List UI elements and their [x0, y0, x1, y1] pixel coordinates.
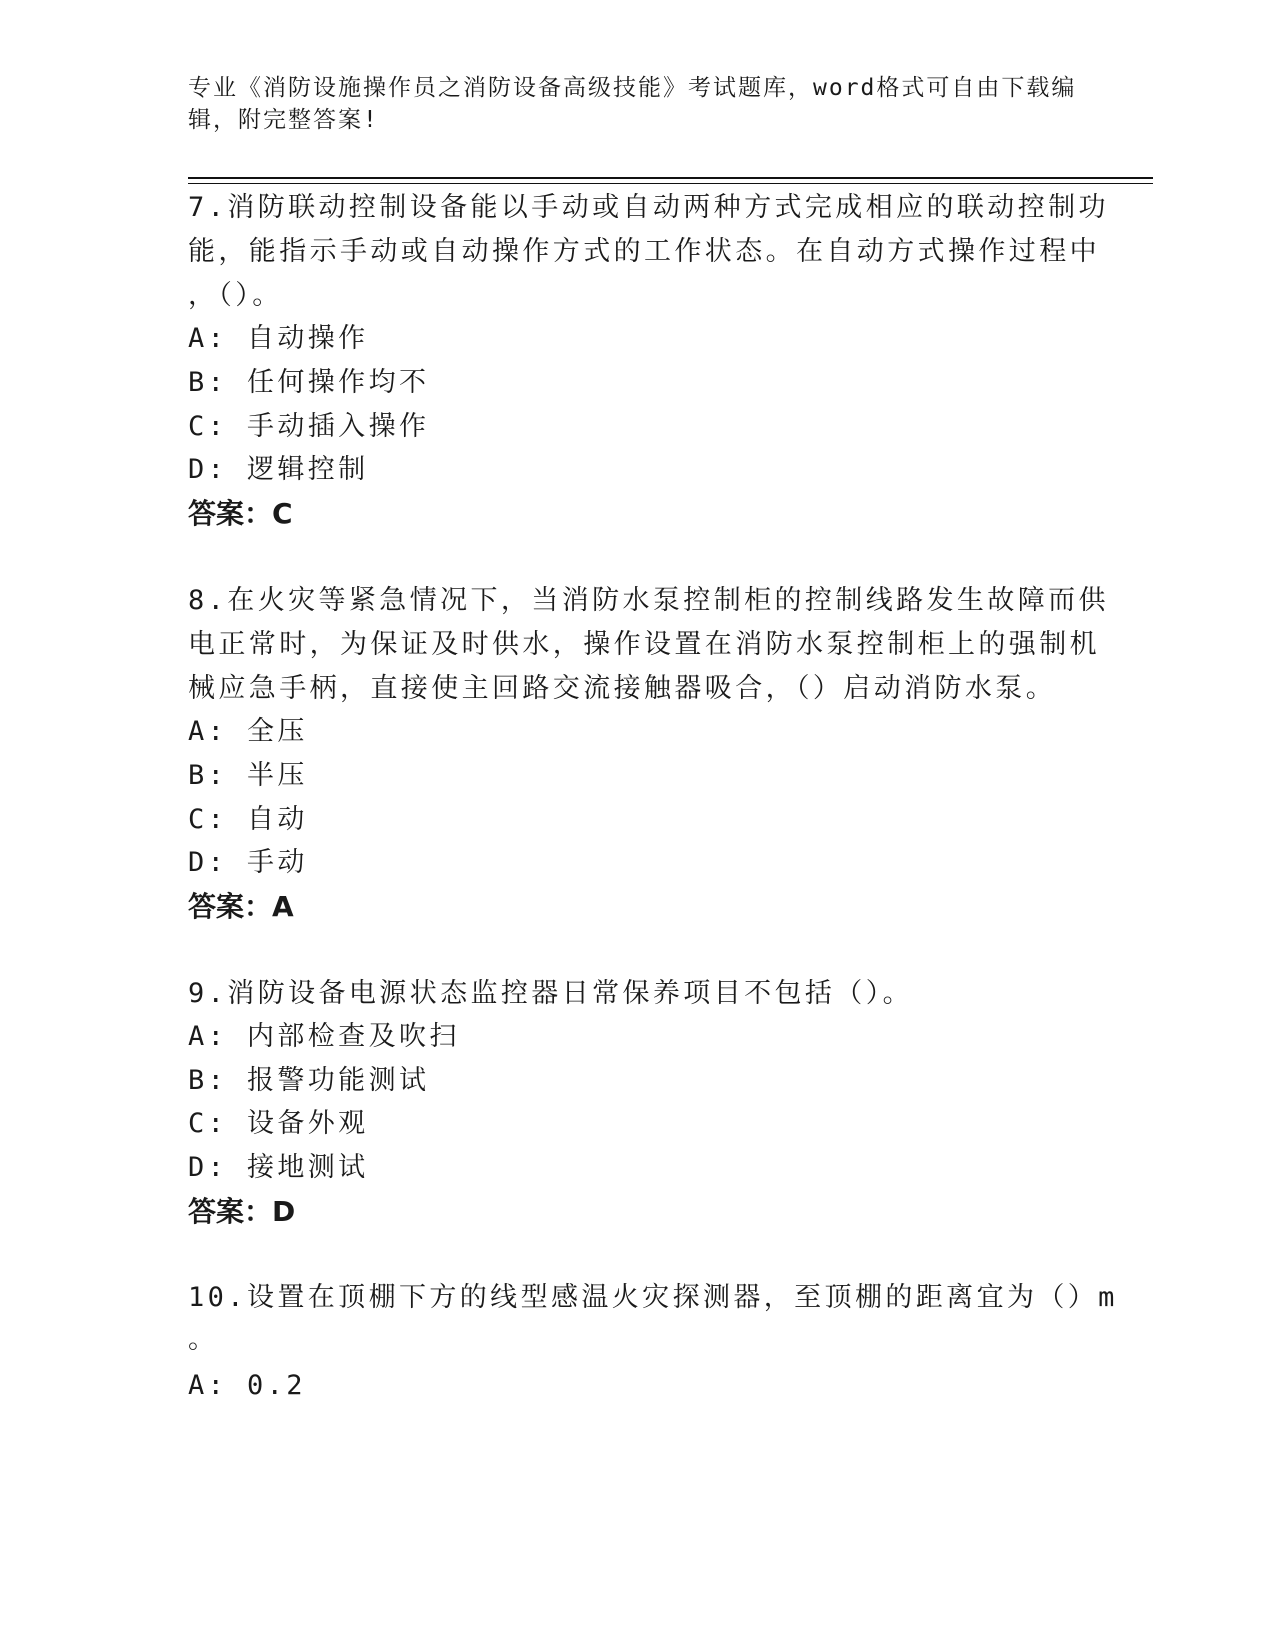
question-stem-line: 械应急手柄，直接使主回路交流接触器吸合，（）启动消防水泵。 — [188, 673, 1057, 704]
document-header-line-1: 专业《消防设施操作员之消防设备高级技能》考试题库，word格式可自由下载编 — [188, 75, 1077, 101]
answer-label: 答案：C — [188, 497, 293, 530]
option-c: C: 手动插入操作 — [188, 411, 430, 442]
option-a: A: 自动操作 — [188, 323, 369, 354]
answer-label: 答案：D — [188, 1195, 296, 1228]
option-b: B: 任何操作均不 — [188, 367, 430, 398]
option-c: C: 自动 — [188, 804, 308, 835]
question-stem-line: 9.消防设备电源状态监控器日常保养项目不包括（）。 — [188, 978, 914, 1009]
header-divider-thin — [188, 183, 1153, 184]
option-d: D: 手动 — [188, 847, 308, 878]
question-stem-line: 能，能指示手动或自动操作方式的工作状态。在自动方式操作过程中 — [188, 236, 1100, 267]
option-c: C: 设备外观 — [188, 1108, 369, 1139]
question-stem-line: 10.设置在顶棚下方的线型感温火灾探测器，至顶棚的距离宜为（）m — [188, 1282, 1118, 1313]
option-d: D: 逻辑控制 — [188, 454, 369, 485]
answer-label: 答案：A — [188, 890, 294, 923]
header-divider-thick — [188, 177, 1153, 179]
question-stem-line: 7.消防联动控制设备能以手动或自动两种方式完成相应的联动控制功 — [188, 192, 1109, 223]
option-a: A: 0.2 — [188, 1370, 306, 1401]
option-d: D: 接地测试 — [188, 1152, 369, 1183]
option-a: A: 全压 — [188, 716, 308, 747]
question-stem-line: 8.在火灾等紧急情况下，当消防水泵控制柜的控制线路发生故障而供 — [188, 585, 1109, 616]
option-b: B: 报警功能测试 — [188, 1065, 430, 1096]
question-stem-line: 电正常时，为保证及时供水，操作设置在消防水泵控制柜上的强制机 — [188, 629, 1100, 660]
option-b: B: 半压 — [188, 760, 308, 791]
document-header-line-2: 辑，附完整答案! — [188, 107, 379, 133]
option-a: A: 内部检查及吹扫 — [188, 1021, 460, 1052]
question-stem-line: 。 — [188, 1324, 219, 1355]
question-stem-line: ，（）。 — [188, 280, 283, 311]
